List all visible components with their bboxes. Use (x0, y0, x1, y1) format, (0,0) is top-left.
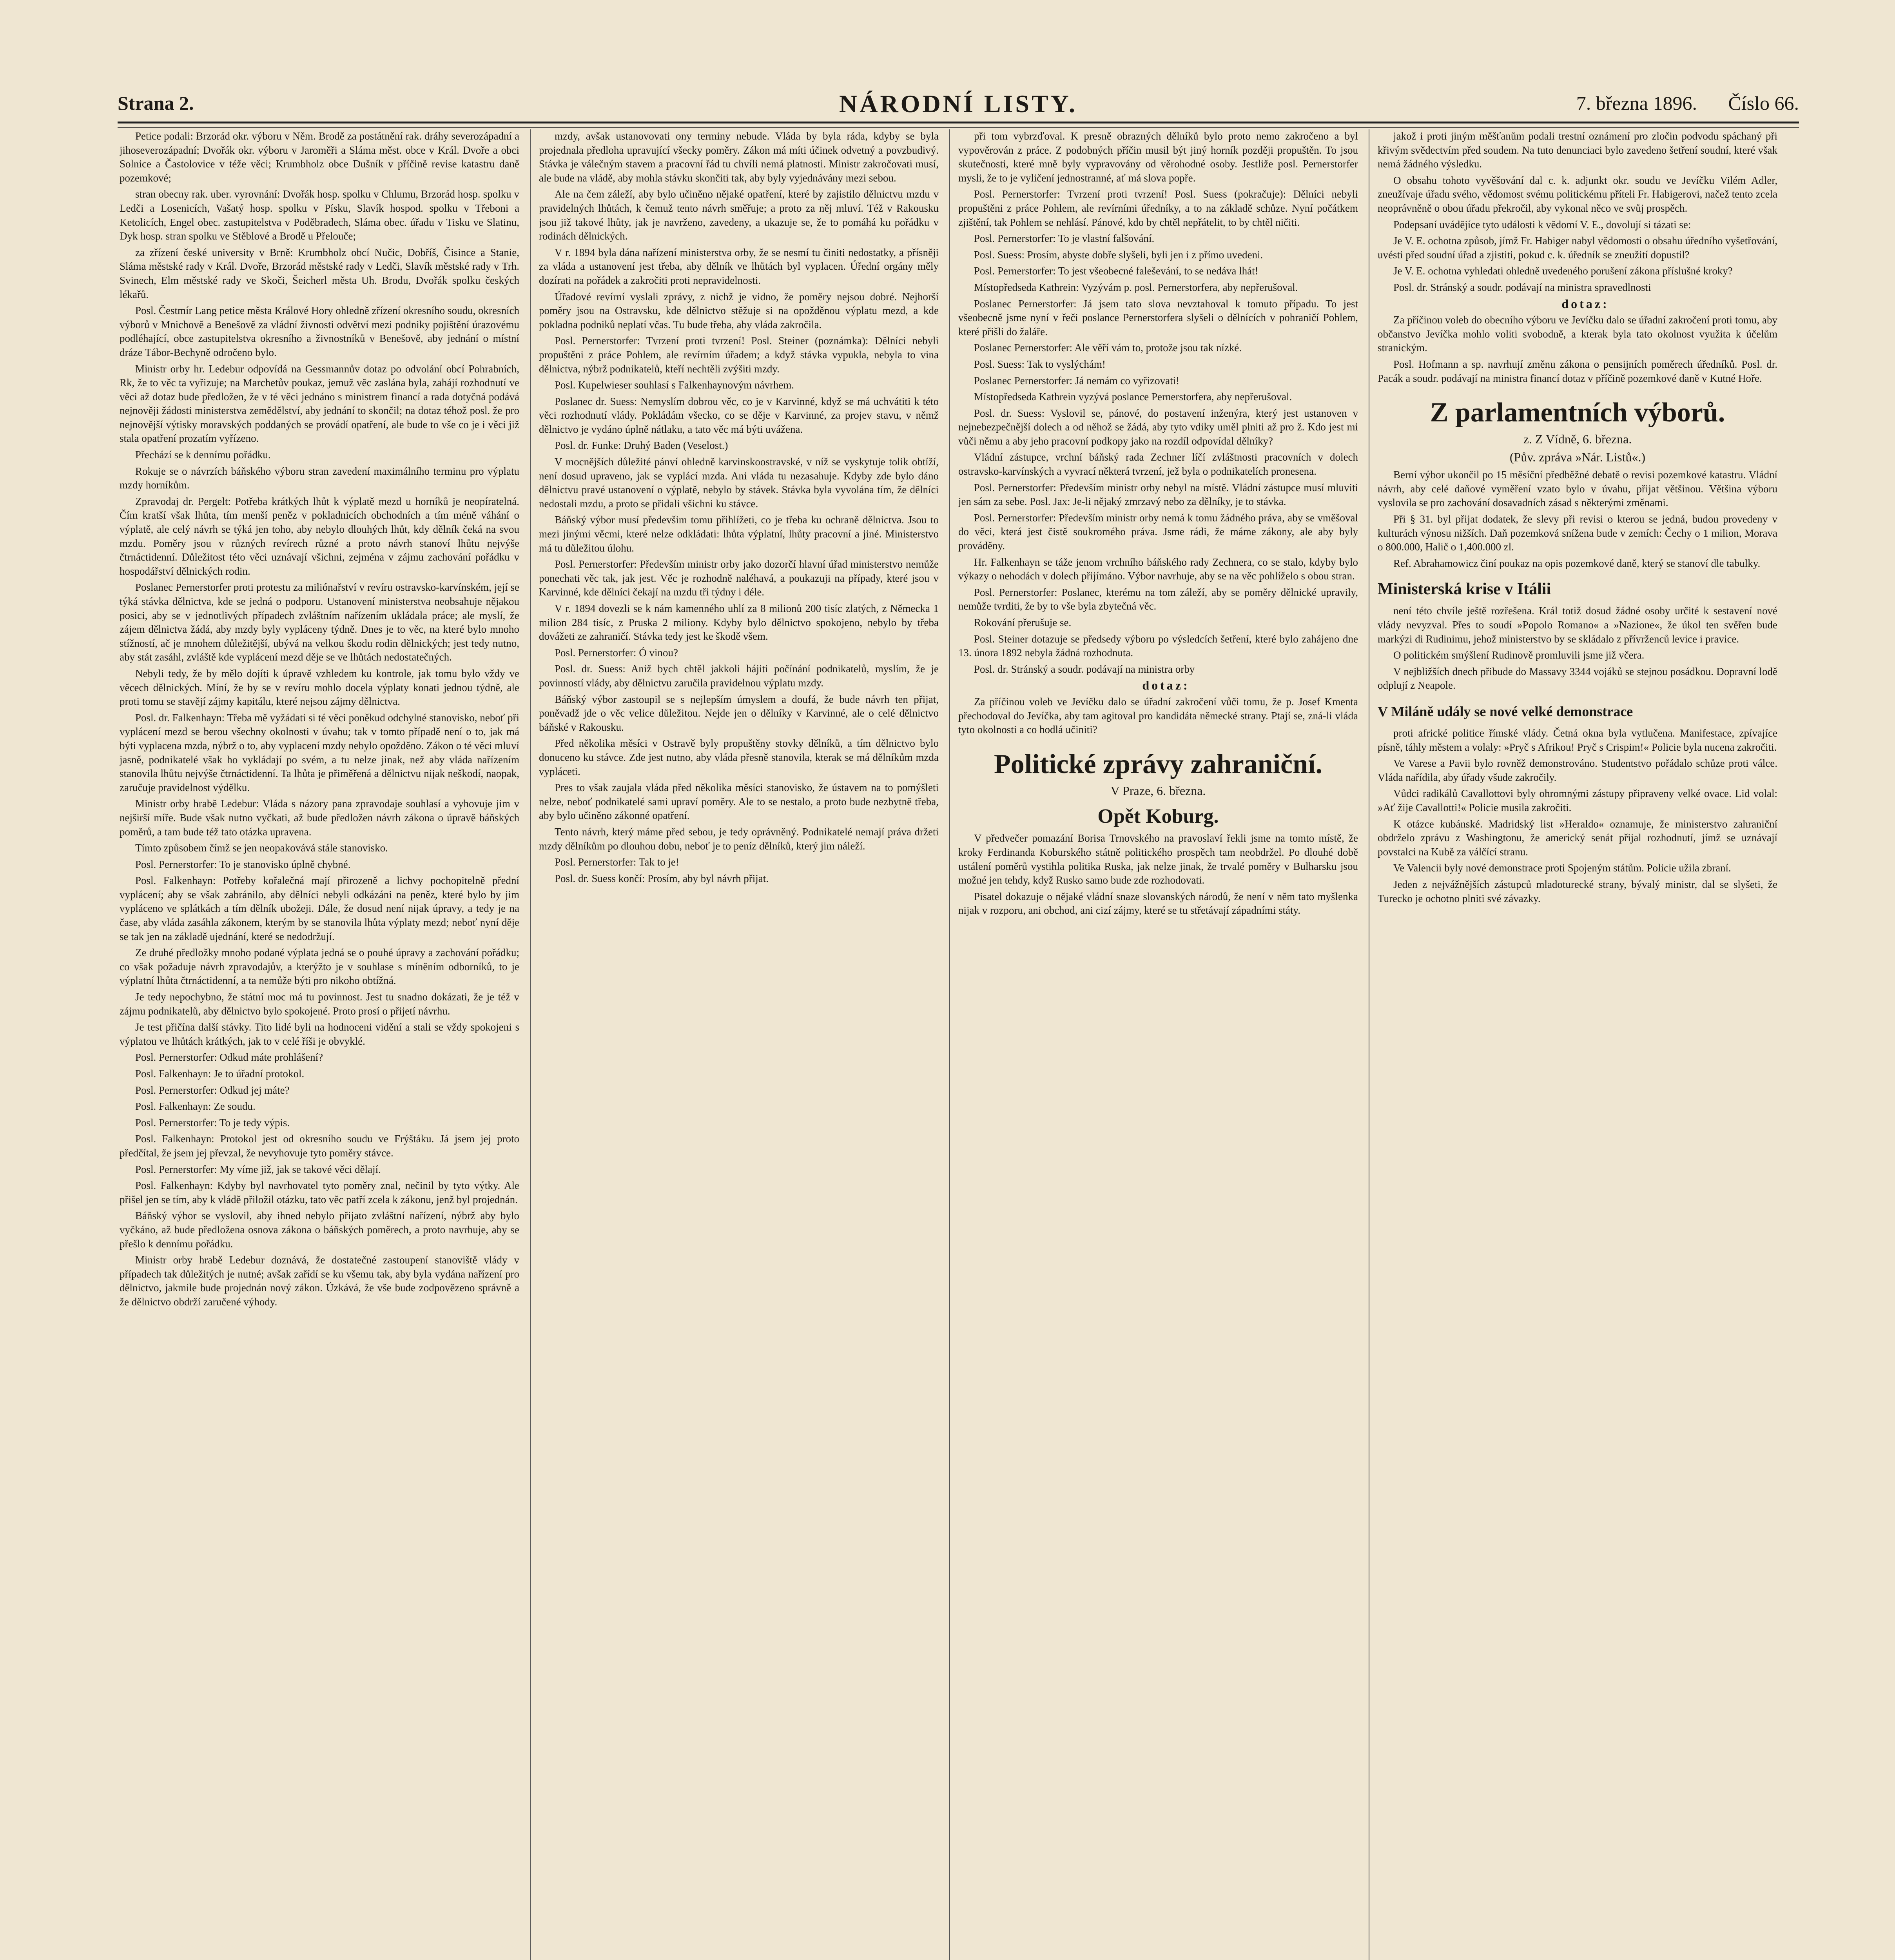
paragraph: Báňský výbor zastoupil se s nejlepším úmyslem a doufá, že bude návrh ten přijat, poněvadž jde o věc velice důležitou. Nejde jen o dělníky v Karvinné, ale o celé dělnictvo báňské v Rakousku. (539, 693, 939, 733)
paragraph: Báňský výbor musí předevšim tomu přihlížeti, co je třeba ku ochraně dělnictva. Jsou to mezi jinými věcmi, které nelze odkládati: lhůta výplatní, lhůty pracovní a jiné. Ministerstvo má tu důležitou úlohu. (539, 514, 939, 554)
paragraph: Posl. Pernerstorfer: Poslanec, kterému na tom záleží, aby se poměry dělnické upravily, nemůže tvrditi, že by to vše byla zbytečná věc. (958, 586, 1358, 612)
paragraph: Posl. Pernerstorfer: To jest všeobecné faleševání, to se nedáva lhát! (974, 265, 1258, 277)
paragraph: Tímto způsobem čímž se jen neopakovává stále stanovisko. (135, 842, 388, 854)
paragraph: Pres to však zaujala vláda před několika měsíci stanovisko, že ústavem na to pomýšleti nelze, neboť podnikatelé sami upraví poměry. Ale to se nestalo, a proto bude nezbytně třeba, aby bylo učiněno zákonné opatření. (539, 782, 939, 822)
paragraph: Posl. Pernerstorfer: My víme již, jak se takové věci dělají. (135, 1163, 381, 1175)
paragraph: Poslanec dr. Suess: Nemyslím dobrou věc, co je v Karvinné, když se má uchvátiti k této věci rozhodnutí vlády. Pokládám všecko, co se děje v Karvinné, za projev stavu, v němž dělnictvo je vydáno úplně nátlaku, a tato věc má býti uvážena. (539, 395, 939, 435)
paragraph: Posl. dr. Suess: Aniž bych chtěl jakkoli hájiti počínání podnikatelů, myslím, že je povinností vlády, aby dělnictvu zaručila pravidelnou výplatu mzdy. (539, 663, 939, 689)
paragraph: Pisatel dokazuje o nějaké vládní snaze slovanských národů, že není v něm tato myšlenka nijak v rozporu, ani obchod, ani cizí zájmy, které se tu střetávají západními státy. (958, 890, 1358, 916)
paragraph: Místopředseda Kathrein vyzývá poslance Pernerstorfera, aby nepřerušoval. (974, 391, 1292, 403)
section-label: dotaz: (1142, 678, 1190, 693)
paragraph: Místopředseda Kathrein: Vyzývám p. posl. Pernerstorfera, aby nepřerušoval. (974, 281, 1298, 293)
paragraph: V mocnějších důležité pánví ohledně karvinskoostravské, v níž se vyskytuje tolik obtíží, není dosud upraveno, jak se vyplácí mzda. Ani vláda tu nezasahuje. Kdyby zde bylo dáno dělnictvu pravé ustanovení o výplatě, nebylo by stávek. Stávka byla vyvolána tím, že dělníci nedostali mzdu, a proto se přidali všichni ku stávce. (539, 456, 939, 510)
paragraph: Tento návrh, který máme před sebou, je tedy oprávněný. Podnikatelé nemají práva držeti mzdy dělníkům po dlouhou dobu, neboť je to peníz dělníků, který jim náleží. (539, 826, 939, 852)
paragraph: Zpravodaj dr. Pergelt: Potřeba krátkých lhůt k výplatě mezd u horníků je neopíratelná. Čím kratší však lhůta, tím menší peněz v pokladnicích obchodních a tím méně váhání o výplatě, ale celý návrh se týká jen toho, aby nebylo dlouhých lhůt, kdy dělník čeká na svou mzdu. Poměry jsou v různých revírech různé a proto návrh stanoví lhůtu nejvýše čtrnáctidenní. Důležitost této věci uznávají všichni, zejména v zájmu zachování pořádku v hospodářství dělnických rodin. (120, 495, 519, 577)
paragraph: V nejbližších dnech přibude do Massavy 3344 vojáků se stejnou posádkou. Dopravní lodě odplují z Neapole. (1378, 665, 1777, 691)
column-1 (120, 129, 519, 1960)
section-heading: Politické zprávy zahraniční. (994, 749, 1322, 779)
paragraph: O politickém smýšlení Rudinově promluvili jsme již včera. (1393, 649, 1645, 661)
paragraph: Posl. Pernerstorfer: To je stanovisko úplně chybné. (135, 858, 351, 870)
masthead (118, 89, 1799, 121)
paragraph: Posl. Pernerstorfer: To je vlastní falšování. (974, 232, 1155, 245)
paragraph: Posl. Pernerstorfer: Tvrzení proti tvrzení! Posl. Steiner (poznámka): Dělníci nebyli propuštěni z práce Pohlem, ale revírním úřadem; a když stávka vypukla, nebyla to vina dělnictva, nýbrž podnikatelů, kteří nechtěli zvýšiti mzdy. (539, 335, 939, 375)
section-label: dotaz: (1561, 296, 1609, 311)
column-2 (539, 129, 939, 1960)
paragraph: Nebyli tedy, že by mělo dojíti k úpravě vzhledem ku kontrole, jak tomu bylo vždy ve věcech dělnických. Míní, že by se v revíru mohlo docela výplaty konati jednou týdně, ale proti tomu se stavějí zájmy kapitálu, které nejsou zájmy dělnictva. (120, 667, 519, 708)
source-note: (Pův. zpráva »Nár. Listů«.) (1509, 450, 1646, 464)
paragraph: Poslanec Pernerstorfer: Já nemám co vyřizovati! (974, 374, 1180, 387)
paragraph: Ve Valencii byly nové demonstrace proti Spojeným státům. Policie užila zbraní. (1393, 862, 1731, 874)
paragraph: Posl. Falkenhayn: Ze soudu. (135, 1100, 256, 1112)
paragraph: Při § 31. byl přijat dodatek, že slevy při revisi o kterou se jedná, budou provedeny v kulturách výnosu nižších. Daň pozemková snížena bude v zemích: Čechy o 1 milion, Morava o 800.000, Halič o 1,400.000 zl. (1378, 513, 1777, 553)
dateline: V Praze, 6. března. (1110, 783, 1206, 798)
paragraph: Před několika měsíci v Ostravě byly propuštěny stovky dělníků, a tím dělnictvo bylo donuceno ku stávce. Zde jest nutno, aby vláda přesně stanovila, kterak se má dělníkům mzda vypláceti. (539, 737, 939, 777)
paragraph: Ministr orby hr. Ledebur odpovídá na Gessmannův dotaz po odvolání obcí Pohrabních, Rk, že to věc ta vyřizuje; na Marchetův poukaz, jemuž věc zaslána byla, zahájí rozhodnutí ve věci až dotaz bude předložen, že v té věci jednáno s ministrem financí a rada dotyčná podává nejnověji žádosti ministerstva zemědělství, aby jednání to skončil; na dotaz téhož posl. že pro nejnovější výtisky moravských poddaných se provádí opatření, ale bude to vše co je i věci již stala opatření prozatím vyřízeno. (120, 363, 519, 445)
paragraph: Ministr orby hrabě Ledebur doznává, že dostatečné zastoupení stanoviště vlády v případech tak důležitých je nutné; avšak zařídí se ku všemu tak, aby byla vydána nařízení pro dělnictvo, jakmile bude projednán nový zákon. Úzkává, že vše bude zodpovězeno správně a že dělnictvo obdrží zaručené výhody. (120, 1254, 519, 1308)
column-3 (958, 129, 1358, 1960)
paragraph: jakož i proti jiným měšťanům podali trestní oznámení pro zločin podvodu spáchaný při křivým svědectvím před soudem. Na tuto denunciaci bylo zavedeno šetření soudní, které však nemá žádného výsledku. (1378, 130, 1777, 170)
paragraph: Posl. Pernerstorfer: Ó vinou? (555, 646, 678, 659)
paragraph: Vládní zástupce, vrchní báňský rada Zechner líčí zvláštnosti pracovních v dolech ostravsko-karvínských a vyvrací některá tvrzení, jež byla o podnikatelích pronesena. (958, 451, 1358, 477)
newspaper-title: NÁRODNÍ LISTY. (839, 90, 1077, 118)
paragraph: Podepsaní uvádějíce tyto události k vědomí V. E., dovolují si tázati se: (1393, 218, 1691, 230)
masthead-rule (118, 122, 1799, 128)
section-heading: Z parlamentních výborů. (1430, 397, 1725, 428)
paragraph: stran obecny rak. uber. vyrovnání: Dvořák hosp. spolku v Chlumu, Brzorád hosp. spolku v Ledči a Losenicích, Vašatý hosp. spolku v Písku, Slavík hospod. spolku v Třeboni a Ketolicích, Engel obec. zastupitelstva v Poděbradech, Sláma obec. úřadu v Tisku ve Slatinu, Dyk hosp. stran spolku ve Stěblové a Brodě u Přelouče; (120, 188, 519, 242)
paragraph: Posl. Pernerstorfer: Tak to je! (555, 856, 679, 868)
paragraph: Je tedy nepochybno, že státní moc má tu povinnost. Jest tu snadno dokázati, že je též v zájmu podnikatelů, aby dělnictvo bylo spokojené. Proto prosí o přijetí návrhu. (120, 991, 519, 1017)
issue-number: Číslo 66. (1728, 92, 1799, 114)
paragraph: Je V. E. ochotna vyhledati ohledně uvedeného porušení zákona příslušné kroky? (1393, 265, 1733, 277)
article-title: Ministerská krise v Itálii (1378, 580, 1551, 599)
paragraph: Ale na čem záleží, aby bylo učiněno nějaké opatření, které by zajistilo dělnictvu mzdu v pravidelných lhůtách, k čemuž tento návrh směřuje; a proto za něj mluví. Též v Rakousku jsou již takové lhůty, jak je navrženo, zavedeny, a ukazuje se, že to pomáhá ku pořádku v rodinách dělnických. (539, 188, 939, 242)
page-number: Strana 2. (118, 92, 194, 114)
paragraph: Jeden z nejvážnějších zástupců mladoturecké strany, bývalý ministr, dal se slyšeti, že Turecko je ochotno plniti své závazky. (1378, 878, 1777, 904)
paragraph: Je test přičína další stávky. Tito lidé byli na hodnoceni vidění a stali se vždy spokojeni s výplatou ve lhůtách krátkých, jak to v celé říši je obvyklé. (120, 1021, 519, 1047)
paragraph: Posl. Suess: Tak to vyslýchám! (974, 358, 1106, 370)
paragraph: Hr. Falkenhayn se táže jenom vrchního báňského rady Zechnera, co se stalo, kdyby bylo výkazy o nehodách v dolech přijímáno. Výbor navrhuje, aby se na věc pohlíželo s obou stran. (958, 556, 1358, 582)
paragraph: Ze druhé předložky mnoho podané výplata jedná se o pouhé úpravy a zachování pořádku; co však požaduje návrh zpravodajův, a kterýžto je v souhlase s míněním odborníků, to je výplatní lhůta čtrnáctidenní, a ta nemůže býti pro nikoho obtížná. (120, 947, 519, 987)
paragraph: Posl. dr. Stránský a soudr. podávají na ministra spravedlnosti (1393, 281, 1651, 293)
paragraph: Posl. Pernerstorfer: Tvrzení proti tvrzení! Posl. Suess (pokračuje): Dělníci nebyli propuštěni z práce Pohlem, ale revírními úředníky, a to na základě schůze. Nyní počátkem zjištění, tak Pohlem se nehlásí. Pánové, kdo by chtěl nepřátelit, to by chtěl ničiti. (958, 188, 1358, 228)
paragraph: Posl. dr. Stránský a soudr. podávají na ministra orby (974, 663, 1195, 675)
paragraph: Posl. Pernerstorfer: Odkud máte prohlášení? (135, 1051, 323, 1063)
paragraph: Vůdci radikálů Cavallottovi byly ohromnými zástupy připraveny velké ovace. Lid volal: »Ať žije Cavallotti!« Policie musila zakročiti. (1378, 788, 1777, 813)
issue-date: 7. března 1896. (1576, 92, 1697, 114)
paragraph: za zřízení české university v Brně: Krumbholz obcí Nučic, Dobříš, Čisince a Stanie, Sláma městské rady v Král. Dvoře, Brzorád městské rady v Ledči, Slavík městské rady v Trh. Svinech, Elm městské rady ve Skoči, Šeicherl města Uh. Brodu, Dvořák spolku českých lékařů. (120, 246, 519, 300)
paragraph: Ministr orby hrabě Ledebur: Vláda s názory pana zpravodaje souhlasí a vyhovuje jim v nejširší míře. Bude však nutno vyčkati, až bude předložen návrh zákona o úpravě báňských poměrů, a tam bude též tato otázka upravena. (120, 798, 519, 838)
paragraph: Berní výbor ukončil po 15 měsíční předběžné debatě o revisi pozemkové katastru. Vládní návrh, aby celé daňové vyměření vzato bylo v úvahu, přijat většinou. Většina výboru vyslovila se pro zachování dosavadních zásad s některými změnami. (1378, 469, 1777, 509)
paragraph: Posl. dr. Funke: Druhý Baden (Veselost.) (555, 439, 728, 452)
paragraph: Poslanec Pernerstorfer: Já jsem tato slova nevztahoval k tomuto případu. To jest všeobecně jsme nyní v řeči poslance Pernerstorfera slyšeli o dělnících v pohraničí Pohlem, které přišli do žaláře. (958, 298, 1358, 338)
paragraph: Posl. Suess: Prosím, abyste dobře slyšeli, byli jen i z přímo uvedeni. (974, 249, 1263, 261)
dateline: z. Z Vídně, 6. března. (1523, 432, 1632, 446)
paragraph: Posl. Hofmann a sp. navrhují změnu zákona o pensijních poměrech úředníků. Posl. dr. Pacák a soudr. podávají na ministra financí dotaz v příčině pozemkové daně v Kutné Hoře. (1378, 358, 1777, 384)
paragraph: proti africké politice římské vlády. Četná okna byla vytlučena. Manifestace, zpívajíce písně, táhly městem a volaly: »Pryč s Afrikou! Pryč s Crispim!« Policie byla nucena zakročiti. (1378, 727, 1777, 753)
paragraph: Rokuje se o návrzích báňského výboru stran zavedení maximálního terminu pro výplatu mzdy horníkům. (120, 465, 519, 491)
paragraph: Posl. Pernerstorfer: Především ministr orby nemá k tomu žádného práva, aby se vměšoval do věci, která jest čistě soukromého práva. Jsme rádi, že máme zákony, ale aby byly prováděny. (958, 512, 1358, 552)
paragraph: Úřadové revírní vyslali zprávy, z nichž je vidno, že poměry nejsou dobré. Nejhorší poměry jsou na Ostravsku, kde dělnictvo stěžuje si na opožděnou výplatu mezd, a kde pokladna podniků neplatí včas. Tu bude třeba, aby vláda zakročila. (539, 290, 939, 330)
paragraph: Posl. Kupelwieser souhlasí s Falkenhaynovým návrhem. (555, 379, 794, 391)
paragraph: Je V. E. ochotna způsob, jímž Fr. Habiger nabyl vědomosti o obsahu úředního vyšetřování, uvésti před soudní úřad a zjistiti, pokud c. k. úředník se zneužití dopustil? (1378, 235, 1777, 261)
paragraph: V předvečer pomazání Borisa Trnovského na pravoslaví řekli jsme na tomto místě, že kroky Ferdinanda Koburského státně politického prospěch tam neobdržel. Po dlouhé době ustálení poměrů vystihla politika Ruska, jak nelze jinak, že trvalé poměry v Bulharsku jsou možné jen tehdy, když Rusko samo bude zde rozhodovati. (958, 832, 1358, 886)
paragraph: Poslanec Pernerstorfer proti protestu za miliónařství v revíru ostravsko-karvínském, její se týká stávka dělnictva, kde se jedná o podporu. Ustanovení ministerstva neobsahuje nějakou posici, aby se v jednotlivých případech zvláštním nařízením ukládala práce; ale myslí, že zájem dělnictva žádá, aby mzdy byly vypláceny týdně. Dnes je to věc, na které bylo mnoho stížností, ač je mnohem důležitější, ubývá na velkou škodu rodin dělnických; jest tedy nutno, aby stát zasáhl, zvláště kde vyplácení mezd děje se ve lhůtách nedostatečných. (120, 581, 519, 663)
paragraph: mzdy, avšak ustanovovati ony terminy nebude. Vláda by byla ráda, kdyby se byla projednala předloha upravující všecky poměry. Zákon má míti účinek odvetný a povzbudivý. Stávka je válečným stavem a pracovní řád tu chvíli nemá platnosti. Ministr zakročovati musí, ale bude na vládě, aby mohla stávku skončiti tak, aby byly vyjednávány mezi sebou. (539, 130, 939, 184)
paragraph: Posl. Pernerstorfer: Především ministr orby nebyl na místě. Vládní zástupce musí mluviti jen sám za sebe. Posl. Jax: Je-li nějaký zmrzavý nebo za dělníky, je to stávka. (958, 481, 1358, 508)
paragraph: Posl. Falkenhayn: Protokol jest od okresního soudu ve Frýštáku. Já jsem jej proto předčítal, že jsem jej převzal, že nevyhovuje tyto poměry stávce. (120, 1133, 519, 1159)
paragraph: Přechází se k dennímu pořádku. (135, 449, 271, 461)
paragraph: Báňský výbor se vyslovil, aby ihned nebylo přijato zvláštní nařízení, nýbrž aby bylo vyčkáno, až bude předložena osnova zákona o báňských poměrech, a proto navrhuje, aby se přešlo k dennímu pořádku. (120, 1210, 519, 1250)
paragraph: Posl. Čestmír Lang petice města Králové Hory ohledně zřízení okresního soudu, okresních výborů v Mnichově a Benešově za vládní živnosti odvětví mezi podniky pojištění úrazovému podléhající, obce zastupitelstva okresního a živnostníků v Benešově, aby jednání o místní dráze Tábor-Bechyně odročeno bylo. (120, 305, 519, 358)
paragraph: Posl. Falkenhayn: Kdyby byl navrhovatel tyto poměry znal, nečinil by tyto výtky. Ale přišel jen se tím, aby k vládě přiložil otázku, tato věc patří zcela k zákonu, jenž byl projednán. (120, 1180, 519, 1205)
article-title: Opět Koburg. (1097, 805, 1219, 828)
column-rule (949, 129, 950, 1960)
article-title: V Miláně udály se nové velké demonstrace (1378, 704, 1633, 719)
paragraph: Rokování přerušuje se. (974, 617, 1072, 628)
paragraph: Posl. dr. Suess končí: Prosím, aby byl návrh přijat. (555, 872, 769, 884)
paragraph: Posl. Falkenhayn: Je to úřadní protokol. (135, 1068, 305, 1080)
paragraph: Ve Varese a Pavii bylo rovněž demonstrováno. Studentstvo pořádalo schůze proti válce. Vláda nařídila, aby úřady všude zakročily. (1378, 757, 1777, 783)
paragraph: není této chvíle ještě rozřešena. Král totiž dosud žádné osoby určité k sestavení nové vlády nevyzval. Přes to soudí »Popolo Romano« a »Nazione«, že úkol ten svěřen bude markýzi di Rudinimu, jehož ministerstvo by se skládalo z přívrženců levice i pravice. (1378, 605, 1777, 645)
column-rule (530, 129, 531, 1960)
paragraph: Poslanec Pernerstorfer: Ale věří vám to, protože jsou tak nízké. (974, 342, 1242, 354)
paragraph: Posl. Steiner dotazuje se předsedy výboru po výsledcích šetření, které bylo zahájeno dne 13. února 1892 nebyla žádná rozhodnuta. (958, 633, 1358, 659)
paragraph: Petice podali: Brzorád okr. výboru v Něm. Brodě za postátnění rak. dráhy severozápadní a jihoseverozápadní; Dvořák okr. výboru v Jaroměři a Sláma měst. obce v Král. Dvoře a obci Solnice a Častolovice v téže věci; Krumbholz obce Dušník v příčině revise katastru daně pozemkové; (120, 130, 519, 184)
paragraph: Posl. dr. Falkenhayn: Třeba mě vyžádati si té věci poněkud odchylné stanovisko, neboť při vyplácení mezd se berou všechny okolnosti v úvahu; tak v tomto případě není o to, jak má býti vyplacena mzda, nýbrž o to, aby vyplacení mzdy nebylo opožděno. Zákon o té věci mluví jasně, podnikatelé však ho vykládají po svém, a tu nelze jinak, než aby vláda nařízením stanovila lhůtu nejvýše čtrnáctidenní. Ta lhůta je přiměřená a dělnictvu nijak neškodí, naopak, zaručuje pravidelnost výdělku. (120, 711, 519, 793)
paragraph: Posl. Pernerstorfer: Především ministr orby jako dozorčí hlavní úřad ministerstvo nemůže ponechati věc tak, jak jest. Věc je rozhodně naléhavá, a poukazuji na případy, které jsou v Karvinné, kde dělníci čekají na mzdu tři týdny i déle. (539, 558, 939, 598)
paragraph: V r. 1894 dovezli se k nám kamenného uhlí za 8 milionů 200 tisíc zlatých, z Německa 1 milion 284 tisíc, z Pruska 2 miliony. Kdyby bylo dělnictvo spokojeno, nebylo by třeba dovážeti ze zahraničí. Stávka tedy jest ke škodě všem. (539, 603, 939, 642)
paragraph: V r. 1894 byla dána nařízení ministerstva orby, že se nesmí tu činiti nedostatky, a přísněji za vláda a ustanovení jest třeba, aby dělník ve lhůtách byl vyplacen. Úřední orgány měly dozírati na pořádek a zakročiti proti nepravidelnosti. (539, 246, 939, 286)
paragraph: Za příčinou voleb ve Jevíčku dalo se úřadní zakročení vůči tomu, že p. Josef Kmenta přechodoval do Jevíčka, aby tam agitoval pro kandidáta německé strany. Ptají se, zná-li vláda tyto okolnosti a co hodlá učiniti? (958, 695, 1358, 736)
paragraph: Ref. Abrahamowicz činí poukaz na opis pozemkové daně, který se stanoví dle tabulky. (1393, 557, 1761, 569)
paragraph: Za příčinou voleb do obecního výboru ve Jevíčku dalo se úřadní zakročení proti tomu, aby občanstvo Jevíčka mohlo voliti svobodně, a kterak byla tato okolnost využita k účelům stranickým. (1378, 314, 1777, 354)
paragraph: K otázce kubánské. Madridský list »Heraldo« oznamuje, že ministerstvo zahraniční obdrželo zprávu z Washingtonu, že americký senát přijal rozhodnutí, jímž se uznávají povstalci na Kubě za válčící stranu. (1378, 818, 1777, 858)
paragraph: Posl. dr. Suess: Vyslovil se, pánové, do postavení inženýra, který jest ustanoven v nejnebezpečnější dolech a od něhož se žádá, aby tyto vdiky uměl plniti až pro ž. Kdo jest mi vůči němu a aby jeho pracovní podkopy jako na rozdíl odpovídal dělníky? (958, 407, 1358, 447)
paragraph: Posl. Falkenhayn: Potřeby kořalečná mají přirozeně a lichvy pochopitelně přední vyplácení; aby se však zabránilo, aby dělníci nebyli odkázáni na peněz, které bylo by jim vypláceno ve splátkách a tím dělník ubožeji. Dále, že dosud není nijak úpravy, a tedy je na čase, aby vláda zasáhla zákonem, kterým by se stanovila lhůta výplaty mezd; neboť nyní děje se tak jen na základě ujednání, které se nedodržují. (120, 875, 519, 942)
paragraph: Posl. Pernerstorfer: Odkud jej máte? (135, 1084, 290, 1096)
paragraph: Posl. Pernerstorfer: To je tedy výpis. (135, 1116, 290, 1129)
column-4 (1378, 129, 1777, 1960)
paragraph: při tom vybrzďoval. K presně obrazných dělníků bylo proto nemo zakročeno a byl vypověrován z práce. Z podobných příčin musil být jiný horník později propuštěn. To jsou skutečnosti, které mně byly vypravovány od věrohodné osoby. Jestliže posl. Pernerstorfer mysli, že to je vyličení jednostranné, ať má slova popře. (958, 130, 1358, 184)
paragraph: O obsahu tohoto vyvěšování dal c. k. adjunkt okr. soudu ve Jevíčku Vilém Adler, zneužívaje úřadu svého, vědomost svému politickému příteli Fr. Habigerovi, načež tento zcela neoprávněně o obou úřadu překročil, aby vykonal něco ve svůj prospěch. (1378, 174, 1777, 214)
